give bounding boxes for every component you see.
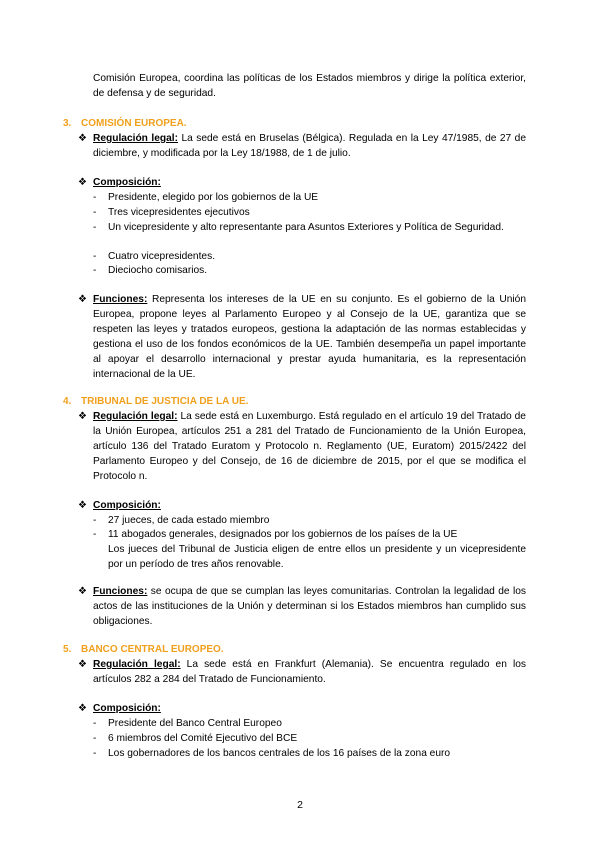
composicion-label: Composición:	[93, 703, 161, 714]
list-item: Tres vicepresidentes ejecutivos	[108, 207, 250, 218]
list-item: Los gobernadores de los bancos centrales de los 16 países de la zona euro	[108, 748, 451, 759]
funciones-paragraph	[93, 292, 526, 382]
funciones-text: Representa los intereses de la UE en su conjunto. Es el gobierno de la Unión Europea, propone leyes al Parlamento Europeo y al Consejo de la UE, garantiza que se respeten las leyes y tratados europeos, gestiona la adaptación de las normas establecidas y gestiona el uso de los fondos económicos de la UE. También desempeña un papel importante al apoyar el desarrollo internacional y prestar ayuda humanitaria, es la representación internacional de la UE.	[93, 294, 526, 380]
section-3-heading	[63, 117, 187, 131]
bullet-diamond-icon: ❖	[78, 133, 87, 144]
composicion-label: Composición:	[93, 177, 161, 188]
regulacion-text: La sede está en Bruselas (Bélgica). Regulada en la Ley 47/1985, de 27 de diciembre, y modificada por la Ley 18/1988, de 1 de julio.	[93, 133, 526, 159]
list-item: 27 jueces, de cada estado miembro	[108, 515, 270, 526]
regulacion-label: Regulación legal:	[93, 411, 178, 422]
section-title: TRIBUNAL DE JUSTICIA DE LA UE.	[81, 396, 249, 407]
dash-icon: -	[93, 748, 97, 759]
bullet-diamond-icon: ❖	[78, 177, 87, 188]
regulacion-paragraph	[93, 657, 526, 687]
list-item: Dieciocho comisarios.	[108, 265, 208, 276]
section-title: COMISIÓN EUROPEA.	[81, 118, 187, 129]
regulacion-paragraph	[93, 409, 526, 484]
list-item: Cuatro vicepresidentes.	[108, 251, 216, 262]
funciones-label: Funciones:	[93, 586, 148, 597]
dash-icon: -	[93, 192, 97, 203]
bullet-diamond-icon: ❖	[78, 586, 87, 597]
composicion-label: Composición:	[93, 500, 161, 511]
funciones-label: Funciones:	[93, 294, 148, 305]
section-5-heading	[63, 643, 224, 657]
list-item: Presidente, elegido por los gobiernos de la UE	[108, 192, 319, 203]
regulacion-paragraph	[93, 131, 526, 161]
bullet-diamond-icon: ❖	[78, 500, 87, 511]
dash-icon: -	[93, 529, 97, 540]
regulacion-text: La sede está en Luxemburgo. Está regulado en el artículo 19 del Tratado de la Unión Europea, artículos 251 a 281 del Tratado de Funcionamiento de la Unión Europea, artículo 136 del Tratado Euratom y Protocolo n. Reglamento (UE, Euratom) 2015/2422 del Parlamento Europeo y del Consejo, de 16 de diciembre de 2015, por el que se modifica el Protocolo n.	[93, 411, 526, 482]
dash-icon: -	[93, 733, 97, 744]
list-item: Un vicepresidente y alto representante para Asuntos Exteriores y Política de Seguridad.	[108, 222, 504, 233]
page-number: 2	[297, 799, 303, 811]
section-number: 5.	[63, 644, 72, 655]
list-item: 11 abogados generales, designados por los gobiernos de los países de la UE	[108, 529, 458, 540]
dash-icon: -	[93, 515, 97, 526]
dash-icon: -	[93, 718, 97, 729]
dash-icon: -	[93, 207, 97, 218]
list-item: 6 miembros del Comité Ejecutivo del BCE	[108, 733, 298, 744]
regulacion-label: Regulación legal:	[93, 133, 178, 144]
list-item: Presidente del Banco Central Europeo	[108, 718, 282, 729]
section-title: BANCO CENTRAL EUROPEO.	[81, 644, 224, 655]
regulacion-text: La sede está en Frankfurt (Alemania). Se encuentra regulado en los artículos 282 a 284 del Tratado de Funcionamiento.	[93, 659, 526, 685]
funciones-paragraph	[93, 584, 526, 629]
bullet-diamond-icon: ❖	[78, 411, 87, 422]
composicion-note: Los jueces del Tribunal de Justicia eligen de entre ellos un presidente y un vicepresidente por un período de tres años renovable.	[108, 544, 526, 570]
bullet-diamond-icon: ❖	[78, 703, 87, 714]
section-4-heading	[63, 395, 248, 409]
regulacion-label: Regulación legal:	[93, 659, 181, 670]
section-number: 4.	[63, 396, 72, 407]
dash-icon: -	[93, 265, 97, 276]
bullet-diamond-icon: ❖	[78, 294, 87, 305]
intro-paragraph: Comisión Europea, coordina las políticas de los Estados miembros y dirige la política exterior, de defensa y de seguridad.	[93, 73, 526, 99]
dash-icon: -	[93, 251, 97, 262]
section-number: 3.	[63, 118, 72, 129]
dash-icon: -	[93, 222, 97, 233]
funciones-text: se ocupa de que se cumplan las leyes comunitarias. Controlan la legalidad de los actos de las instituciones de la Unión y determinan si los Estados miembros han cumplido sus obligaciones.	[93, 586, 526, 627]
bullet-diamond-icon: ❖	[78, 659, 87, 670]
